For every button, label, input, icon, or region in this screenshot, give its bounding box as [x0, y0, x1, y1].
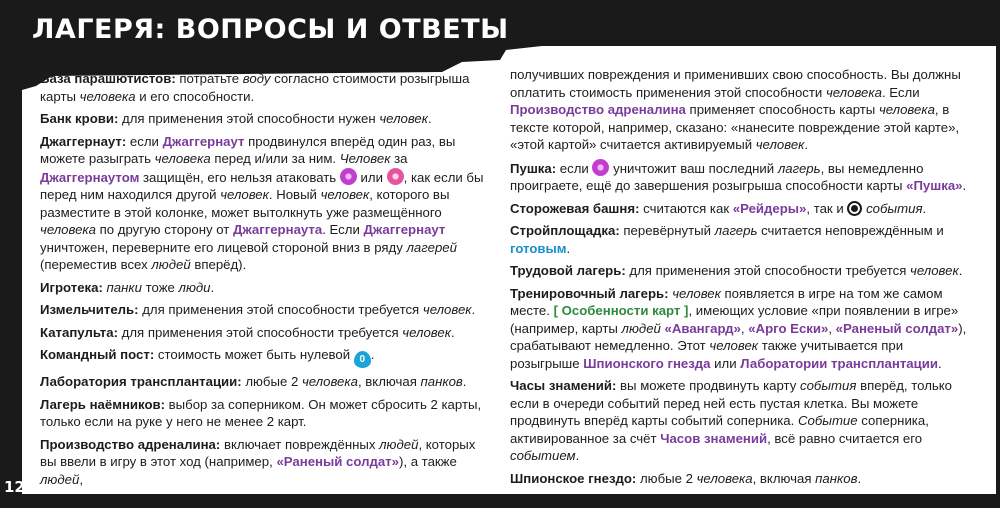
- entry-spy-nest: Шпионское гнездо: любые 2 человека, включая панков.: [510, 470, 862, 486]
- entry-adrenaline-lab-continued: получивших повреждения и применивших свою способность. Вы должны оплатить стоимость применения этой способности человека. Если Производство адреналина применяет способность карты человека, в тексте которой, например, сказано: «нанесите повреждение этой карте», «этой картой» считается активируемый человек.: [510, 67, 961, 152]
- card-link: Джаггернаут: [162, 133, 245, 149]
- entry-term: Тренировочный лагерь:: [510, 285, 669, 301]
- entry-game-room: Игротека: панки тоже люди.: [40, 279, 215, 295]
- card-link: «Арго Ески»: [748, 320, 829, 336]
- card-link: «Рейдеры»: [732, 200, 807, 216]
- right-column: [510, 66, 976, 492]
- entry-term: Часы знамений:: [510, 378, 617, 393]
- entry-term: Сторожевая башня:: [510, 200, 640, 216]
- entry-omen-clock: Часы знамений: вы можете продвинуть карту события вперёд, только если в очереди событий перед ней есть пустая клетка. Вы можете продвинуть вперёд карты событий соперника. Событие соперника, активированное за счёт Часов знамений, всё равно считается его событием.: [510, 378, 953, 463]
- entry-term: Лаборатория трансплантации:: [40, 374, 242, 389]
- entry-training-camp: Тренировочный лагерь: человек появляется в игре на том же самом месте. [ Особенности карт ], имеющих условие «при появлении в игре» (например, карты людей «Авангард», «Арго Ески», «Раненый солдат»), срабатывают немедленно. Этот человек также учитывается при розыгрыше Шпионского гнезда или Лаборатории трансплантации.: [510, 285, 967, 371]
- entry-term: Катапульта:: [40, 324, 118, 340]
- page-number: 12: [4, 478, 25, 496]
- card-link: Джаггернаутом: [40, 169, 140, 185]
- entry-term: Командный пост:: [40, 347, 155, 362]
- entry-adrenaline-lab: Производство адреналина: включает повреждённых людей, которых вы ввели в игру в этот ход (например, «Раненый солдат»), а также людей,: [40, 436, 476, 487]
- left-column: [40, 70, 490, 493]
- damage-icon: [592, 159, 609, 176]
- entry-term: Стройплощадка:: [510, 223, 620, 238]
- card-link: Лаборатории трансплантации: [740, 355, 938, 371]
- entry-term: Лагерь наёмников:: [40, 396, 166, 412]
- entry-parachute-base: База парашютистов: потратьте воду согласно стоимости розыгрыша карты человека и его способности.: [40, 71, 470, 104]
- entry-term: Пушка:: [510, 160, 557, 176]
- entry-term: Банк крови:: [40, 111, 119, 126]
- entry-term: Игротека:: [40, 279, 103, 295]
- entry-juggernaut: Джаггернаут: если Джаггернаут продвинулся вперёд один раз, вы можете разыграть человека перед и/или за ним. Человек за Джаггернаутом защищён, его нельзя атаковать или , как если бы перед ним находился другой человек. Новый человек, которого вы разместите в этой колонке, может вытолкнуть уже размещённого человека по другую сторону от Джаггернаута. Если Джаггернаут уничтожен, переверните его лицевой стороной вниз в ряду лагерей (переместив всех людей вперёд).: [40, 133, 484, 272]
- page-title: ЛАГЕРЯ: ВОПРОСЫ И ОТВЕТЫ: [32, 14, 509, 45]
- entry-term: Джаггернаут:: [40, 133, 127, 149]
- card-link: Производство адреналина: [510, 102, 686, 117]
- water-icon: 0: [354, 351, 371, 368]
- entry-blood-bank: Банк крови: для применения этой способности нужен человек.: [40, 111, 432, 126]
- entry-term: Производство адреналина:: [40, 436, 221, 452]
- entry-term: Трудовой лагерь:: [510, 263, 626, 278]
- damage-icon: [340, 168, 357, 185]
- entry-construction-yard: Стройплощадка: перевёрнутый лагерь считается неповреждённым и готовым.: [510, 223, 944, 256]
- card-link: Джаггернаут: [363, 222, 446, 237]
- injure-icon: [387, 168, 404, 185]
- entry-watchtower: Сторожевая башня: считаются как «Рейдеры», так и события.: [510, 200, 927, 216]
- entry-command-post: Командный пост: стоимость может быть нулевой 0 .: [40, 346, 490, 368]
- card-link: «Пушка»: [906, 178, 963, 193]
- card-link: Шпионского гнезда: [583, 355, 711, 371]
- entry-cannon: Пушка: если уничтожит ваш последний лагерь, вы немедленно проиграете, ещё до завершения розыгрыша способности карты «Пушка».: [510, 160, 967, 193]
- card-link: «Раненый солдат»: [276, 454, 399, 469]
- entry-term: Шпионское гнездо:: [510, 470, 637, 486]
- entry-term: База парашютистов:: [40, 71, 176, 86]
- entry-labor-camp: Трудовой лагерь: для применения этой способности требуется человек.: [510, 263, 963, 278]
- entry-shredder: Измельчитель: для применения этой способности требуется человек.: [40, 302, 476, 317]
- entry-transplant-lab: Лаборатория трансплантации: любые 2 человека, включая панков.: [40, 374, 467, 389]
- event-icon: [847, 201, 862, 216]
- card-link: Часов знамений: [660, 430, 768, 446]
- card-link: «Авангард»: [664, 320, 741, 336]
- card-features-tag: [ Особенности карт ]: [553, 303, 689, 318]
- card-link: Джаггернаута: [233, 222, 323, 237]
- entry-term: Измельчитель:: [40, 302, 139, 317]
- entry-catapult: Катапульта: для применения этой способности требуется человек.: [40, 324, 455, 340]
- entry-mercenary-camp: Лагерь наёмников: выбор за соперником. Он может сбросить 2 карты, только если на руке у него не менее 2 карт.: [40, 396, 482, 429]
- card-link: «Раненый солдат»: [835, 320, 959, 336]
- ready-keyword: готовым: [510, 240, 567, 256]
